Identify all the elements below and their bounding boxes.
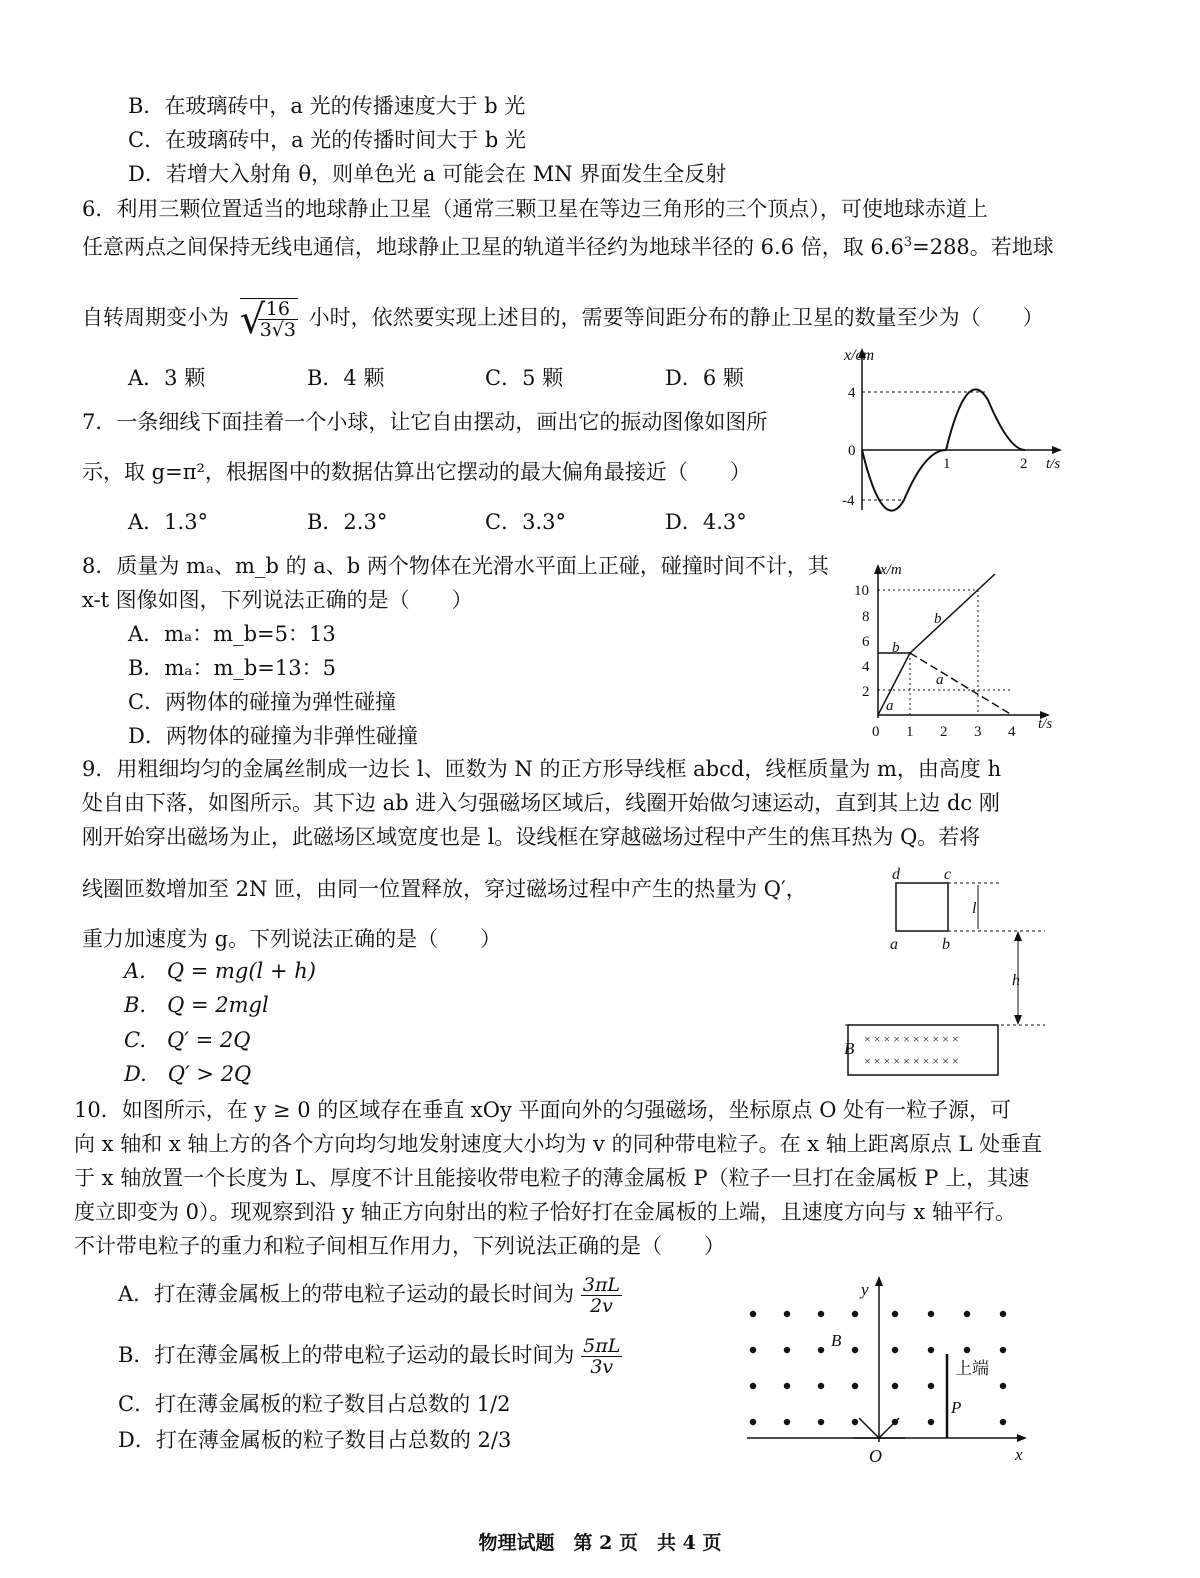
- field-dot: [784, 1419, 790, 1425]
- field-dot: [750, 1419, 756, 1425]
- q10-plate-top-label: 上端: [955, 1359, 989, 1378]
- field-dot: [784, 1383, 790, 1389]
- field-dot: [750, 1383, 756, 1389]
- field-dot: [852, 1347, 858, 1353]
- q8-curve-label: b: [934, 611, 942, 627]
- field-dot: [892, 1311, 898, 1317]
- q8-curve-label: a: [936, 672, 944, 688]
- q9-corner-a: a: [890, 936, 898, 953]
- q6-option-c: C．5 颗: [485, 366, 564, 390]
- q10-y-axis-label: y: [861, 1280, 869, 1299]
- q8-line-1: 8．质量为 mₐ、m_b 的 a、b 两个物体在光滑水平面上正碰，碰撞时间不计，其: [82, 554, 829, 578]
- field-dot: [852, 1419, 858, 1425]
- q9-line-1: 9．用粗细均匀的金属丝制成一边长 l、匝数为 N 的正方形导线框 abcd，线框质量为 m，由高度 h: [82, 757, 1002, 781]
- field-dot: [892, 1383, 898, 1389]
- field-dot: [750, 1347, 756, 1353]
- q7-y-tick: 4: [848, 385, 856, 401]
- field-dot: [1000, 1347, 1006, 1353]
- q8-xt-graph: [850, 560, 1070, 750]
- q8-x-tick: 3: [974, 724, 982, 740]
- q9-option-d: D. Q′ > 2Q: [124, 1062, 252, 1086]
- field-dot: [784, 1347, 790, 1353]
- q9-side-l: l: [972, 900, 977, 917]
- field-dot: [818, 1383, 824, 1389]
- q9-coil-figure: [830, 865, 1060, 1080]
- field-dot: [1000, 1311, 1006, 1317]
- q9-option-a: A. Q = mg(l + h): [124, 959, 316, 983]
- q6-option-a: A．3 颗: [128, 366, 206, 390]
- q10-option-c: C．打在薄金属板的粒子数目占总数的 1/2: [118, 1392, 511, 1416]
- q6-line-1: 6．利用三颗位置适当的地球静止卫星（通常三颗卫星在等边三角形的三个顶点），可使地球赤道上: [82, 197, 988, 221]
- q7-y-tick: -4: [842, 493, 855, 509]
- field-dot: [818, 1419, 824, 1425]
- q10-field-figure: [735, 1270, 1035, 1470]
- q8-option-d: D．两物体的碰撞为非弹性碰撞: [128, 724, 418, 748]
- q5-option-b: B．在玻璃砖中，a 光的传播速度大于 b 光: [128, 94, 526, 118]
- field-dot: [818, 1311, 824, 1317]
- q7-option-c: C．3.3°: [485, 510, 566, 534]
- q7-x-label: t/s: [1046, 456, 1061, 472]
- q9-field-crosses: [864, 1032, 959, 1068]
- q6-line-3: 自转周期变小为 √ $\frac{16}{3√3}$ 小时，依然要实现上述目的，需要等间距分布的静止卫星的数量至少为（ ）: [82, 297, 1044, 343]
- q8-y-tick: 8: [862, 609, 870, 625]
- q7-line-2: 示，取 g=π²，根据图中的数据估算出它摆动的最大偏角最接近（ ）: [82, 460, 751, 484]
- q8-y-tick: 10: [854, 583, 869, 599]
- q10-option-b: B．打在薄金属板上的带电粒子运动的最长时间为 $\frac{5\pi L}{3v}$: [118, 1335, 621, 1378]
- q8-x-tick: 2: [940, 724, 948, 740]
- field-dot: [928, 1419, 934, 1425]
- q9-corner-b: b: [942, 936, 950, 953]
- q10-option-d: D．打在薄金属板的粒子数目占总数的 2/3: [118, 1428, 512, 1452]
- q10-line-1: 10．如图所示，在 y ≥ 0 的区域存在垂直 xOy 平面向外的匀强磁场，坐标原点 O 处有一粒子源，可: [74, 1098, 1012, 1122]
- field-dot: [818, 1347, 824, 1353]
- q8-curve-label: b: [892, 640, 900, 656]
- q8-line-2: x-t 图像如图，下列说法正确的是（ ）: [82, 588, 473, 612]
- q8-curve-label: a: [886, 698, 894, 714]
- q7-option-a: A．1.3°: [128, 510, 209, 534]
- q9-corner-c: c: [944, 866, 952, 883]
- q7-line-1: 7．一条细线下面挂着一个小球，让它自由摆动，画出它的振动图像如图所: [82, 410, 768, 434]
- q8-x-label: t/s: [1038, 716, 1053, 732]
- q7-x-tick: 2: [1020, 456, 1028, 472]
- q9-line-5: 重力加速度为 g。下列说法正确的是（ ）: [82, 927, 502, 951]
- q8-option-b: B．mₐ：m_b=13：5: [128, 656, 336, 680]
- field-dot: [928, 1311, 934, 1317]
- q6-option-b: B．4 颗: [307, 366, 385, 390]
- q9-option-b: B. Q = 2mgl: [124, 993, 269, 1017]
- field-dot: [852, 1383, 858, 1389]
- field-dot: [892, 1347, 898, 1353]
- q9-height-h: h: [1012, 972, 1020, 989]
- q6-option-d: D．6 颗: [665, 366, 744, 390]
- q10-origin-label: O: [869, 1446, 882, 1466]
- q7-y-label: x/cm: [844, 347, 875, 364]
- q8-x-tick: 1: [906, 724, 914, 740]
- svg-text:× × × × × × × × × ×: × × × × × × × × × ×: [864, 1032, 959, 1046]
- q10-field-label: B: [831, 1331, 842, 1350]
- field-dot: [964, 1347, 970, 1353]
- field-dot: [1000, 1383, 1006, 1389]
- q5-option-d: D．若增大入射角 θ，则单色光 a 可能会在 MN 界面发生全反射: [128, 162, 727, 186]
- q8-option-c: C．两物体的碰撞为弹性碰撞: [128, 690, 397, 714]
- q7-oscillation-graph: [840, 340, 1080, 520]
- field-dot: [928, 1347, 934, 1353]
- q10-option-a: A．打在薄金属板上的带电粒子运动的最长时间为 $\frac{3\pi L}{2v}$: [118, 1274, 621, 1317]
- q5-option-c: C．在玻璃砖中，a 光的传播时间大于 b 光: [128, 128, 527, 152]
- q10-line-3: 于 x 轴放置一个长度为 L、厚度不计且能接收带电粒子的薄金属板 P（粒子一旦打在金属板 P 上，其速: [74, 1166, 1030, 1190]
- field-dot: [1000, 1419, 1006, 1425]
- q6-line-2: 任意两点之间保持无线电通信，地球静止卫星的轨道半径约为地球半径的 6.6 倍，取 $6.6^3=288$。若地球: [82, 235, 1054, 259]
- field-dot: [964, 1311, 970, 1317]
- q6-fraction: $\frac{16}{3√3}$: [259, 298, 296, 341]
- q8-y-label: x/m: [880, 562, 902, 578]
- q8-x-tick: 0: [872, 724, 880, 740]
- field-dot: [852, 1311, 858, 1317]
- q8-y-tick: 4: [862, 659, 870, 675]
- svg-text:× × × × × × × × × ×: × × × × × × × × × ×: [864, 1054, 959, 1068]
- q10-x-axis-label: x: [1015, 1445, 1023, 1464]
- q9-line-4: 线圈匝数增加至 2N 匝，由同一位置释放，穿过磁场过程中产生的热量为 Q′，: [82, 877, 807, 901]
- field-dot: [928, 1383, 934, 1389]
- q7-option-d: D．4.3°: [665, 510, 747, 534]
- q8-x-tick: 4: [1008, 724, 1016, 740]
- q7-x-tick: 1: [943, 456, 951, 472]
- q7-y-tick: 0: [848, 443, 856, 459]
- q8-y-tick: 2: [862, 684, 870, 700]
- q9-line-2: 处自由下落，如图所示。其下边 ab 进入匀强磁场区域后，线圈开始做匀速运动，直到其上边 dc 刚: [82, 791, 1000, 815]
- q7-option-b: B．2.3°: [307, 510, 388, 534]
- q9-field-label: B: [844, 1039, 855, 1058]
- q10-line-2: 向 x 轴和 x 轴上方的各个方向均匀地发射速度大小均为 v 的同种带电粒子。在 x 轴上距离原点 L 处垂直: [74, 1132, 1043, 1156]
- q10-plate-label: P: [951, 1398, 962, 1417]
- field-dot: [784, 1311, 790, 1317]
- q10-line-4: 度立即变为 0）。现观察到沿 y 轴正方向射出的粒子恰好打在金属板的上端，且速度方向与 x 轴平行。: [74, 1200, 1016, 1224]
- q8-y-tick: 6: [862, 634, 870, 650]
- q9-line-3: 刚开始穿出磁场为止，此磁场区域宽度也是 l。设线框在穿越磁场过程中产生的焦耳热为 Q。若将: [82, 825, 981, 849]
- page-footer: 物理试题 第 2 页 共 4 页: [478, 1532, 722, 1554]
- q8-option-a: A．mₐ：m_b=5：13: [128, 622, 336, 646]
- q9-corner-d: d: [892, 866, 900, 883]
- field-dot: [750, 1311, 756, 1317]
- q9-option-c: C. Q′ = 2Q: [124, 1028, 251, 1052]
- q10-line-5: 不计带电粒子的重力和粒子间相互作用力，下列说法正确的是（ ）: [74, 1234, 725, 1258]
